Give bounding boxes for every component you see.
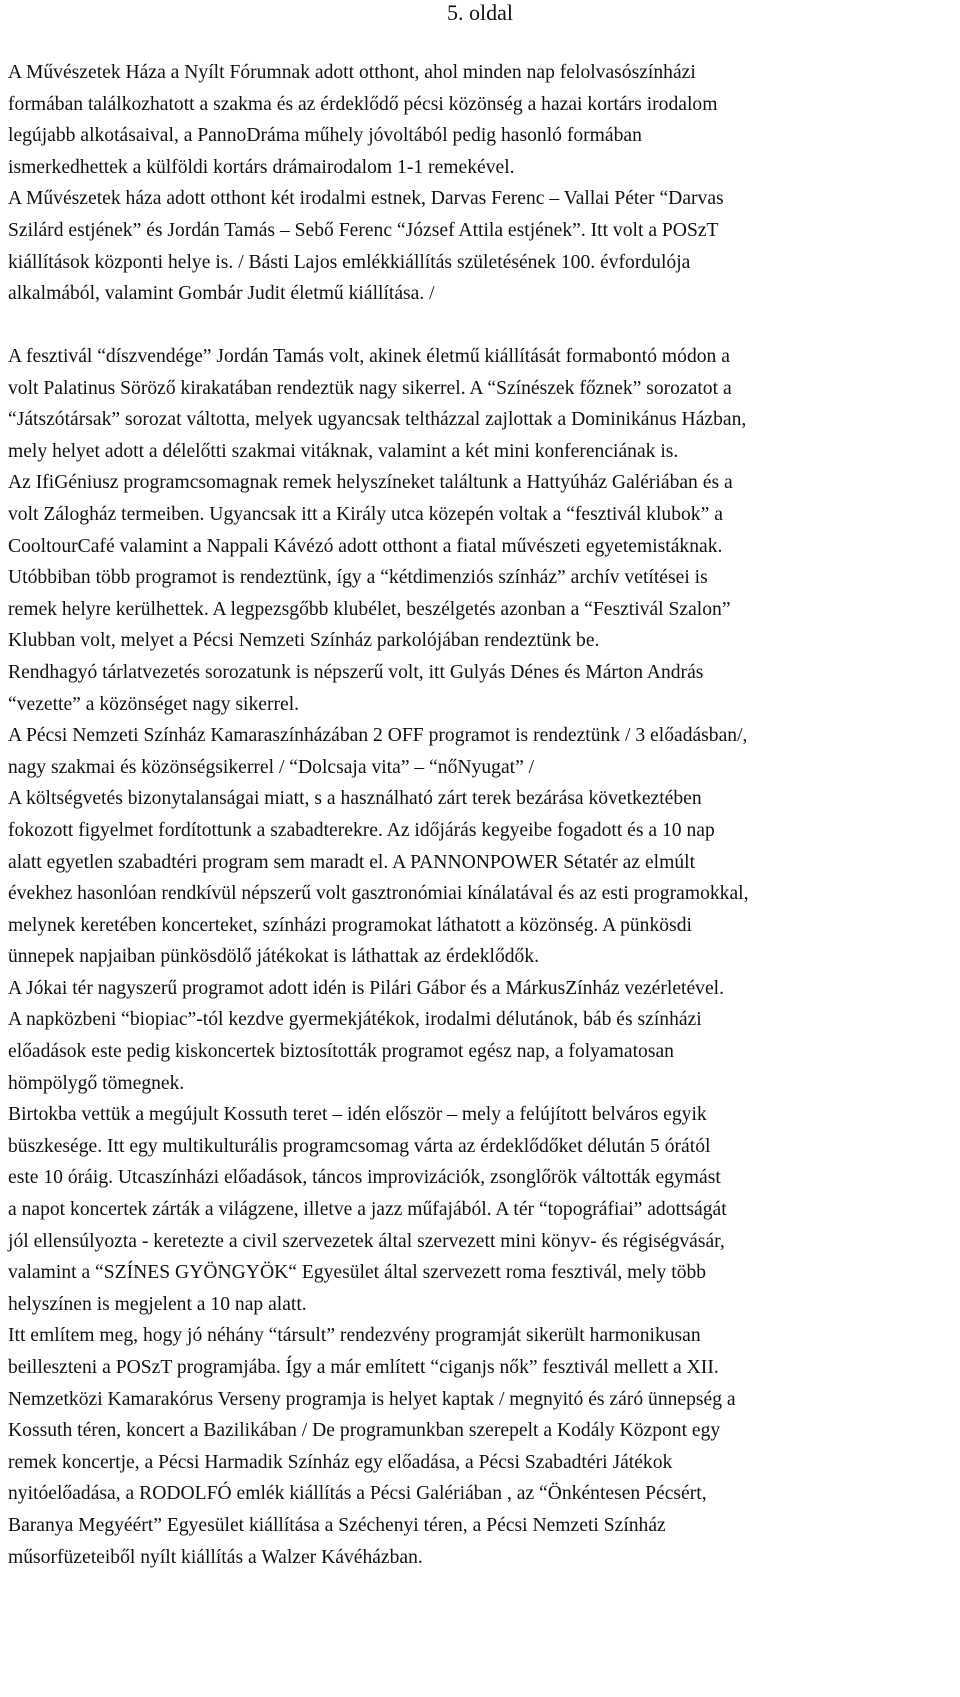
text-line: A Pécsi Nemzeti Színház Kamaraszínházában 2 OFF programot is rendeztünk / 3 előadásban/, [8,725,748,747]
text-line: legújabb alkotásaival, a PannoDráma műhely jóvoltából pedig hasonló formában [8,125,642,147]
text-line: mely helyet adott a délelőtti szakmai vitáknak, valamint a két mini konferenciának is. [8,440,679,462]
text-line: alatt egyetlen szabadtéri program sem maradt el. A PANNONPOWER Sétatér az elmúlt [8,851,696,873]
text-line: “vezette” a közönséget nagy sikerrel. [8,693,300,715]
text-line: beilleszteni a POSzT programjába. Így a már említett “ciganjs nők” fesztivál mellett a XII. [8,1357,719,1378]
text-line: nagy szakmai és közönségsikerrel / “Dolcsaja vita” – “nőNyugat” / [8,756,535,778]
text-line: A Művészetek háza adott otthont két irodalmi estnek, Darvas Ferenc – Vallai Péter “Darvas [8,188,724,210]
text-line: alkalmából, valamint Gombár Judit életmű kiállítása. / [8,283,435,305]
text-line: Kossuth téren, koncert a Bazilikában / De programunkban szerepelt a Kodály Központ egy [8,1420,721,1442]
text-line: ismerkedhettek a külföldi kortárs drámairodalom 1-1 remekével. [8,156,515,178]
text-line: évekhez hasonlóan rendkívül népszerű volt gasztronómiai kínálatával és az esti programokkal, [8,883,749,905]
text-line: CooltourCafé valamint a Nappali Kávézó adott otthont a fiatal művészeti egyetemistáknak. [8,535,723,557]
text-line: formában találkozhatott a szakma és az érdeklődő pécsi közönség a hazai kortárs irodalom [8,93,718,115]
text-line: helyszínen is megjelent a 10 nap alatt. [8,1293,307,1315]
text-line: Rendhagyó tárlatvezetés sorozatunk is népszerű volt, itt Gulyás Dénes és Márton András [8,661,704,683]
text-line: a napot koncertek zárták a világzene, illetve a jazz műfajából. A tér “topográfiai” adottságát [8,1199,727,1221]
text-line: hömpölygő tömegnek. [8,1072,185,1094]
text-line: büszkesége. Itt egy multikulturális programcsomag várta az érdeklődőket délután 5 órától [8,1135,711,1157]
text-line: Klubban volt, melyet a Pécsi Nemzeti Színház parkolójában rendeztünk be. [8,630,600,652]
text-line: Nemzetközi Kamarakórus Verseny programja is helyet kaptak / megnyitó és záró ünnepség a [8,1388,736,1410]
text-line: műsorfüzeteiből nyílt kiállítás a Walzer Kávéházban. [8,1546,423,1568]
text-line: A Művészetek Háza a Nyílt Fórumnak adott otthont, ahol minden nap felolvasószínházi [8,62,696,83]
text-line: jól ellensúlyozta - keretezte a civil szervezetek által szervezett mini könyv- és régiségvásár, [8,1230,725,1252]
text-line: A napközbeni “biopiac”-tól kezdve gyermekjátékok, irodalmi délutánok, báb és színházi [8,1009,702,1031]
text-line: este 10 óráig. Utcaszínházi előadások, táncos improvizációk, zsonglőrök váltották egymást [8,1167,721,1189]
page-number: 5. oldal [447,0,513,25]
text-line: Szilárd estjének” és Jordán Tamás – Sebő Ferenc “József Attila estjének”. Itt volt a POSzT [8,219,719,241]
text-line: volt Palatinus Söröző kirakatában rendeztük nagy sikerrel. A “Színészek főznek” sorozatot a [8,377,732,399]
text-line: A fesztivál “díszvendége” Jordán Tamás volt, akinek életmű kiállítását formabontó módon a [8,346,730,367]
text-line: Baranya Megyéért” Egyesület kiállítása a Széchenyi téren, a Pécsi Nemzeti Színház [8,1514,666,1536]
text-line: A költségvetés bizonytalanságai miatt, s a használható zárt terek bezárása következtében [8,788,702,810]
text-line: remek koncertje, a Pécsi Harmadik Színház egy előadása, a Pécsi Szabadtéri Játékok [8,1451,673,1473]
text-line: Utóbbiban több programot is rendeztünk, így a “kétdimenziós színház” archív vetítései is [8,567,708,589]
paragraph-muveszetek-haza [8,57,958,310]
text-line: ünnepek napjaiban pünkösdölő játékokat is láthattak az érdeklődők. [8,946,540,968]
text-line: melynek keretében koncerteket, színházi programokat láthatott a közönség. A pünkösdi [8,914,692,936]
text-line: Birtokba vettük a megújult Kossuth teret – idén először – mely a felújított belváros egyik [8,1104,707,1126]
paragraph-fesztival-helyszinek [8,341,958,1573]
text-line: volt Zálogház termeiben. Ugyancsak itt a Király utca közepén voltak a “fesztivál klubok” a [8,503,723,525]
text-line: remek helyre kerülhettek. A legpezsgőbb klubélet, beszélgetés azonban a “Fesztivál Szalon” [8,598,731,620]
text-line: fokozott figyelmet fordítottunk a szabadterekre. Az időjárás kegyeibe fogadott és a 10 nap [8,819,715,841]
text-line: Itt említem meg, hogy jó néhány “társult” rendezvény programját sikerült harmonikusan [8,1325,701,1347]
text-line: “Játszótársak” sorozat váltotta, melyek ugyancsak teltházzal zajlottak a Dominikánus Házban, [8,409,747,431]
text-line: előadások este pedig kiskoncertek biztosították programot egész nap, a folyamatosan [8,1041,674,1063]
text-line: Az IfiGéniusz programcsomagnak remek helyszíneket találtunk a Hattyúház Galériában és a [8,472,733,494]
text-line: A Jókai tér nagyszerű programot adott idén is Pilári Gábor és a MárkusZínház vezérletével. [8,977,725,999]
text-line: kiállítások központi helye is. / Básti Lajos emlékkiállítás születésének 100. évfordulója [8,251,691,273]
text-line: nyitóelőadása, a RODOLFÓ emlék kiállítás a Pécsi Galériában , az “Önkéntesen Pécsért, [8,1483,707,1505]
text-line: valamint a “SZÍNES GYÖNGYÖK“ Egyesület által szervezett roma fesztivál, mely több [8,1262,707,1284]
